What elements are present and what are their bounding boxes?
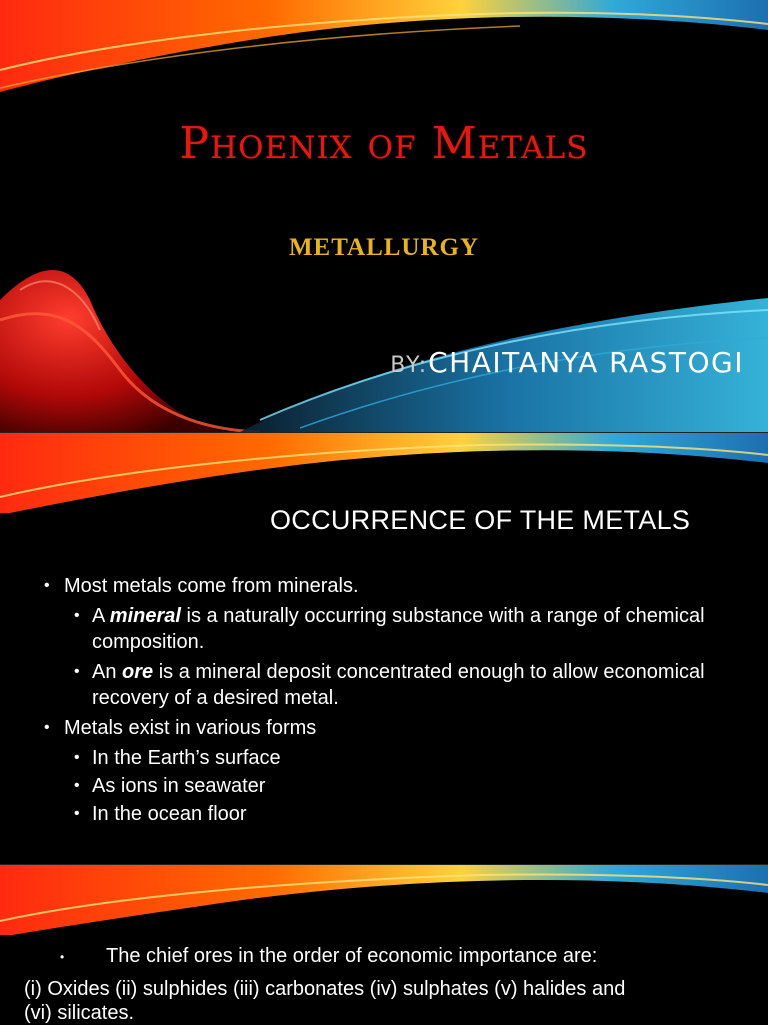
content-slide bbox=[0, 864, 768, 1025]
list-item bbox=[44, 659, 744, 711]
decorative-swoosh bbox=[0, 865, 768, 935]
ores-intro-text: The chief ores in the order of economic importance are: bbox=[106, 945, 598, 967]
author-name: CHAITANYA RASTOGI bbox=[428, 346, 744, 379]
text-run: is a naturally occurring substance with a range of chemical composition. bbox=[92, 605, 705, 653]
ores-list-text: (i) Oxides (ii) sulphides (iii) carbonates (iv) sulphates (v) halides and (vi) silicates. bbox=[24, 978, 626, 1024]
list-item: • In the ocean floor bbox=[44, 801, 744, 827]
slide-subtitle: METALLURGY bbox=[288, 234, 480, 261]
list-item: • Metals exist in various forms bbox=[44, 715, 744, 741]
text-run: is a mineral deposit concentrated enough to allow economical recovery of a desired metal. bbox=[92, 661, 705, 709]
emphasis-term: ore bbox=[122, 661, 154, 683]
emphasis-term: mineral bbox=[109, 605, 181, 627]
author-byline bbox=[390, 346, 744, 379]
content-slide bbox=[0, 432, 768, 865]
list-item bbox=[44, 603, 744, 655]
list-item: • Most metals come from minerals. bbox=[44, 573, 744, 599]
by-prefix: BY: bbox=[390, 353, 429, 378]
slide-title: Phoenix of Metals bbox=[179, 118, 589, 169]
title-slide bbox=[0, 0, 768, 432]
list-item: • As ions in seawater bbox=[44, 773, 744, 799]
ores-intro bbox=[60, 945, 597, 968]
bullet-list bbox=[44, 573, 744, 829]
slide-heading: OCCURRENCE OF THE METALS bbox=[270, 505, 691, 535]
decorative-swoosh bbox=[0, 433, 768, 513]
bullet-icon: • bbox=[60, 949, 65, 964]
text-run: An bbox=[92, 661, 123, 683]
list-item: • In the Earth’s surface bbox=[44, 745, 744, 771]
text-run: A bbox=[92, 605, 110, 627]
